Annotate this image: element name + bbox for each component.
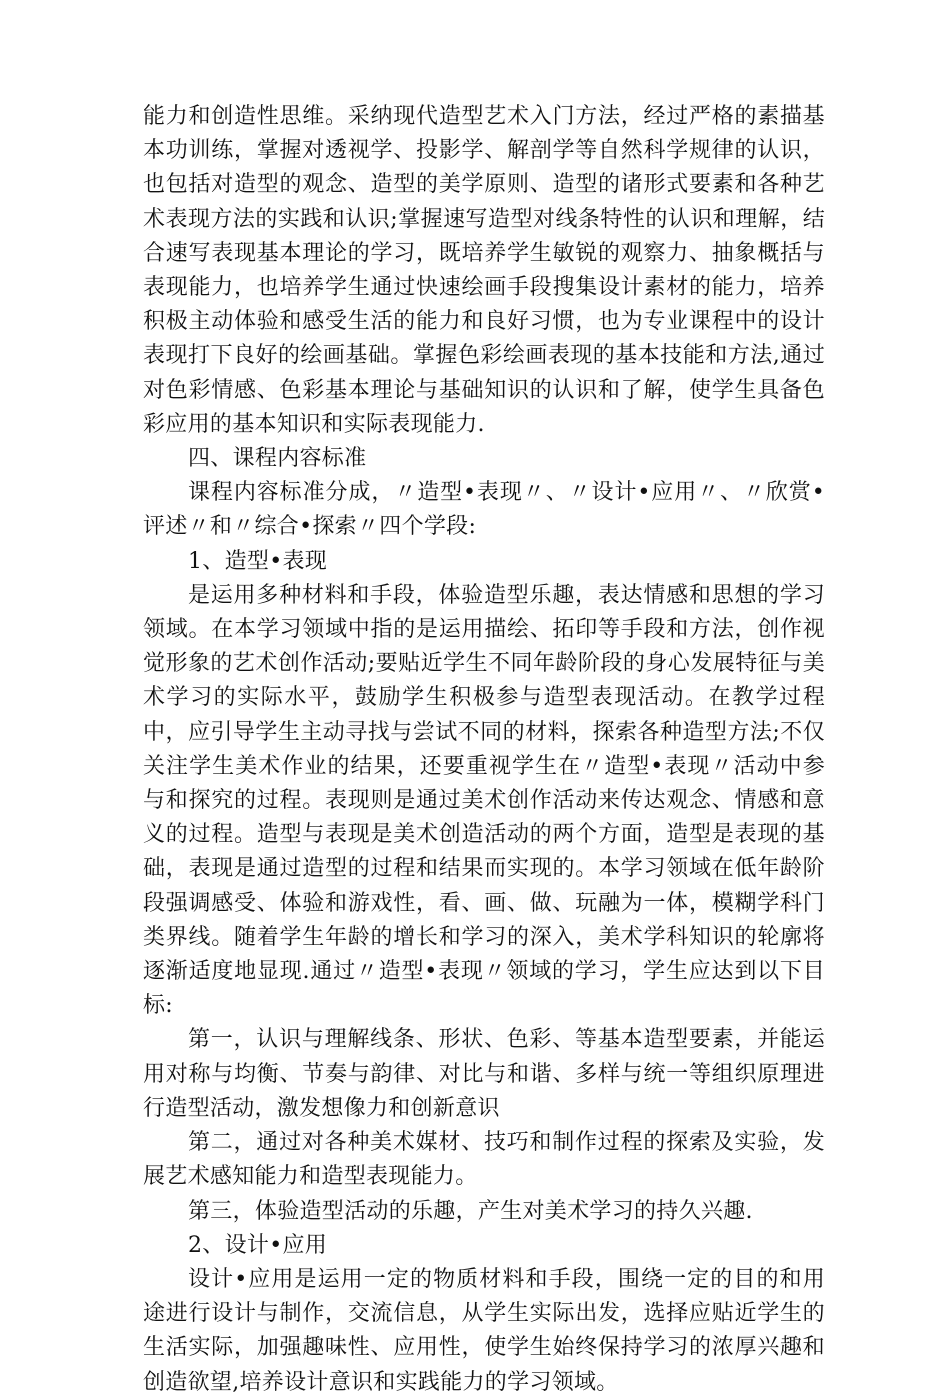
paragraph-goal-3: 第三，体验造型活动的乐趣，产生对美术学习的持久兴趣.: [188, 1198, 753, 1224]
subsection-heading-2: 2、设计•应用: [188, 1232, 328, 1258]
paragraph-intro: 能力和创造性思维。采纳现代造型艺术入门方法，经过严格的素描基本功训练，掌握对透视学、投影学、解剖学等自然科学规律的认识，也包括对造型的观念、造型的美学原则、造型的诸形式要素和各种艺术表现方法的实践和认识;掌握速写造型对线条特性的认识和理解，结合速写表现基本理论的学习，既培养学生敏锐的观察力、抽象概括与表现能力，也培养学生通过快速绘画手段搜集设计素材的能力，培养积极主动体验和感受生活的能力和良好习惯，也为专业课程中的设计表现打下良好的绘画基础。掌握色彩绘画表现的基本技能和方法,通过对色彩情感、色彩基本理论与基础知识的认识和了解，使学生具备色彩应用的基本知识和实际表现能力.: [143, 104, 825, 437]
paragraph-course-content: 课程内容标准分成，〃造型•表现〃、〃设计•应用〃、〃欣赏•评述〃和〃综合•探索〃四个学段:: [143, 480, 825, 540]
subsection-heading-1: 1、造型•表现: [188, 548, 328, 574]
paragraph-goal-2: 第二，通过对各种美术媒材、技巧和制作过程的探索及实验，发展艺术感知能力和造型表现能力。: [143, 1130, 825, 1190]
section-heading-4: 四、课程内容标准: [188, 446, 367, 472]
paragraph-modeling-expression: 是运用多种材料和手段，体验造型乐趣，表达情感和思想的学习领域。在本学习领域中指的是运用描绘、拓印等手段和方法，创作视觉形象的艺术创作活动;要贴近学生不同年龄阶段的身心发展特征与美术学习的实际水平，鼓励学生积极参与造型表现活动。在教学过程中，应引导学生主动寻找与尝试不同的材料，探索各种造型方法;不仅关注学生美术作业的结果，还要重视学生在〃造型•表现〃活动中参与和探究的过程。表现则是通过美术创作活动来传达观念、情感和意义的过程。造型与表现是美术创造活动的两个方面，造型是表现的基础，表现是通过造型的过程和结果而实现的。本学习领域在低年龄阶段强调感受、体验和游戏性，看、画、做、玩融为一体，模糊学科门类界线。随着学生年龄的增长和学习的深入，美术学科知识的轮廓将逐渐适度地显现.通过〃造型•表现〃领域的学习，学生应达到以下目标:: [143, 582, 825, 1019]
paragraph-design-application: 设计•应用是运用一定的物质材料和手段，围绕一定的目的和用途进行设计与制作，交流信息，从学生实际出发，选择应贴近学生的生活实际，加强趣味性、应用性，使学生始终保持学习的浓厚兴趣和创造欲望,培养设计意识和实践能力的学习领域。: [143, 1266, 825, 1395]
document-page: [143, 100, 825, 1400]
paragraph-goal-1: 第一，认识与理解线条、形状、色彩、等基本造型要素，并能运用对称与均衡、节奏与韵律、对比与和谐、多样与统一等组织原理进行造型活动，激发想像力和创新意识: [143, 1027, 825, 1121]
